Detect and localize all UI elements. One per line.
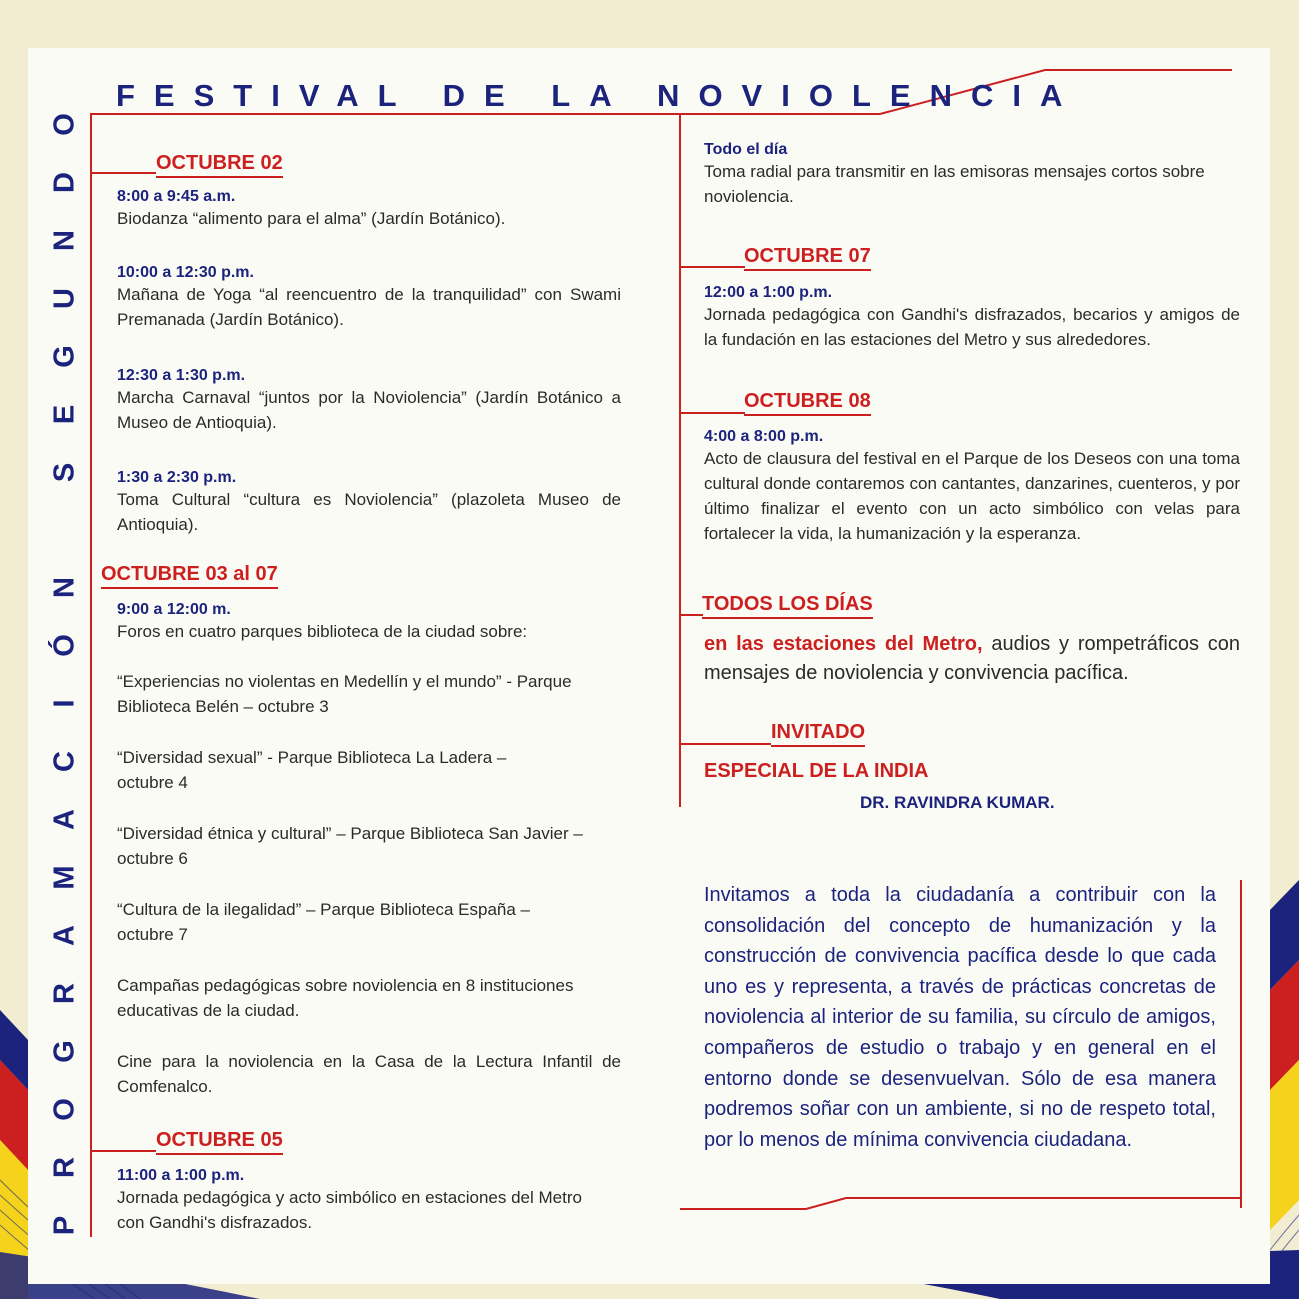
- oct08-connector: [679, 412, 745, 414]
- side-vertical-title: [48, 110, 82, 1240]
- event-time: 1:30 a 2:30 p.m.: [117, 469, 237, 486]
- allday-event: [704, 141, 1240, 209]
- event-description: Marcha Carnaval “juntos por la Noviolencia” (Jardín Botánico a Museo de Antioquia).: [117, 388, 621, 432]
- side-title-letter: A: [48, 809, 81, 831]
- page-title: FESTIVAL DE LA NOVIOLENCIA: [116, 78, 1082, 113]
- oct07-event: [704, 284, 1240, 352]
- side-title-letter: D: [48, 171, 81, 193]
- guest-subheading: ESPECIAL DE LA INDIA: [704, 760, 929, 782]
- guest-name: DR. RAVINDRA KUMAR.: [860, 793, 1055, 812]
- event-description: Acto de clausura del festival en el Parque de los Deseos con una toma cultural donde contaremos con cantantes, danzarines, cuenteros, y por último finalizar el evento con un acto simbólico con velas para fortalecer la vida, la humanización y la esperanza.: [704, 449, 1240, 543]
- event-time: 8:00 a 9:45 a.m.: [117, 188, 236, 205]
- side-title-letter: P: [48, 1215, 81, 1235]
- event-time: 12:30 a 1:30 p.m.: [117, 367, 246, 384]
- everyday-text: audios y rompetráficos con mensajes de noviolencia y convivencia pacífica.: [704, 633, 1240, 684]
- event-paragraph: “Cultura de la ilegalidad” – Parque Biblioteca España – octubre 7: [117, 900, 530, 944]
- event-description: Mañana de Yoga “al reencuentro de la tranquilidad” con Swami Premanada (Jardín Botánico).: [117, 285, 621, 329]
- invitation-bottom-line: [676, 1195, 1246, 1215]
- side-title-letter: U: [48, 287, 81, 309]
- side-title-letter: E: [48, 404, 81, 424]
- side-title-letter: R: [48, 983, 81, 1004]
- oct05-event: [117, 1167, 621, 1235]
- oct08-heading: OCTUBRE 08: [744, 390, 871, 416]
- event-description: Toma Cultural “cultura es Noviolencia” (plazoleta Museo de Antioquia).: [117, 490, 621, 534]
- everyday-highlight: en las estaciones del Metro,: [704, 633, 983, 655]
- side-title-letter: A: [48, 925, 81, 947]
- event-description: Jornada pedagógica y acto simbólico en estaciones del Metro con Gandhi's disfrazados.: [117, 1188, 582, 1232]
- right-timeline-line: [679, 113, 681, 807]
- invitation-right-line: [1240, 880, 1242, 1208]
- oct03-event: [117, 601, 621, 1099]
- side-title-letter: M: [48, 865, 81, 890]
- side-title-letter: I: [48, 699, 81, 708]
- event-time: 10:00 a 12:30 p.m.: [117, 264, 254, 281]
- side-title-letter: O: [48, 113, 81, 136]
- event-time: 4:00 a 8:00 p.m.: [704, 428, 824, 445]
- oct02-event-3: [117, 367, 621, 435]
- event-time: Todo el día: [704, 141, 788, 158]
- event-description: Biodanza “alimento para el alma” (Jardín Botánico).: [117, 209, 506, 228]
- side-title-letter: N: [48, 577, 81, 599]
- everyday-heading: TODOS LOS DÍAS: [702, 593, 873, 619]
- oct05-heading: OCTUBRE 05: [156, 1129, 283, 1155]
- side-title-letter: C: [48, 751, 81, 773]
- oct07-connector: [679, 266, 745, 268]
- side-title-letter: R: [48, 1156, 81, 1178]
- event-description: Jornada pedagógica con Gandhi's disfrazados, becarios y amigos de la fundación en las estaciones del Metro y sus alrededores.: [704, 305, 1240, 349]
- guest-heading: INVITADO: [771, 721, 865, 747]
- oct02-heading: OCTUBRE 02: [156, 152, 283, 178]
- event-time: 11:00 a 1:00 p.m.: [117, 1167, 245, 1184]
- oct07-heading: OCTUBRE 07: [744, 245, 871, 271]
- event-time: 12:00 a 1:00 p.m.: [704, 284, 833, 301]
- event-time: 9:00 a 12:00 m.: [117, 601, 231, 618]
- oct08-event: [704, 428, 1240, 546]
- side-title-letter: S: [48, 462, 81, 482]
- event-paragraph: Foros en cuatro parques biblioteca de la ciudad sobre:: [117, 622, 528, 641]
- guest-connector: [679, 743, 771, 745]
- everyday-description: [704, 630, 1240, 688]
- oct02-connector: [90, 172, 156, 174]
- event-description: Toma radial para transmitir en las emisoras mensajes cortos sobre noviolencia.: [704, 162, 1205, 206]
- side-title-letter: G: [48, 1040, 81, 1063]
- event-paragraph: “Diversidad étnica y cultural” – Parque Biblioteca San Javier – octubre 6: [117, 824, 583, 868]
- oct05-connector: [90, 1150, 156, 1152]
- oct02-event-1: [117, 188, 621, 231]
- side-title-letter: Ó: [48, 634, 81, 658]
- everyday-connector: [679, 614, 703, 616]
- event-paragraph: “Experiencias no violentas en Medellín y el mundo” - Parque Biblioteca Belén – octubre 3: [117, 672, 572, 716]
- side-title-letter: G: [48, 344, 81, 368]
- invitation-paragraph: Invitamos a toda la ciudadanía a contribuir con la consolidación del concepto de humanización y la construcción de convivencia pacífica desde lo que cada uno es y representa, a través de prácticas concretas de noviolencia al interior de su familia, su círculo de amigos, compañeros de estudio o trabajo y en general en el entorno donde se desenvuelvan. Sólo de esa manera podremos soñar con un ambiente, si no de respeto total, por lo menos de mínima convivencia ciudadana.: [704, 884, 1216, 1151]
- oct03-heading: OCTUBRE 03 al 07: [101, 563, 278, 589]
- side-title-letter: N: [48, 229, 81, 251]
- left-timeline-line: [90, 113, 92, 1237]
- oct02-event-4: [117, 469, 621, 537]
- event-paragraph: Cine para la noviolencia en la Casa de la Lectura Infantil de Comfenalco.: [117, 1052, 621, 1096]
- event-paragraph: “Diversidad sexual” - Parque Biblioteca La Ladera – octubre 4: [117, 748, 507, 792]
- side-title-letter: O: [48, 1098, 81, 1121]
- oct02-event-2: [117, 264, 621, 332]
- event-paragraph: Campañas pedagógicas sobre noviolencia en 8 instituciones educativas de la ciudad.: [117, 976, 574, 1020]
